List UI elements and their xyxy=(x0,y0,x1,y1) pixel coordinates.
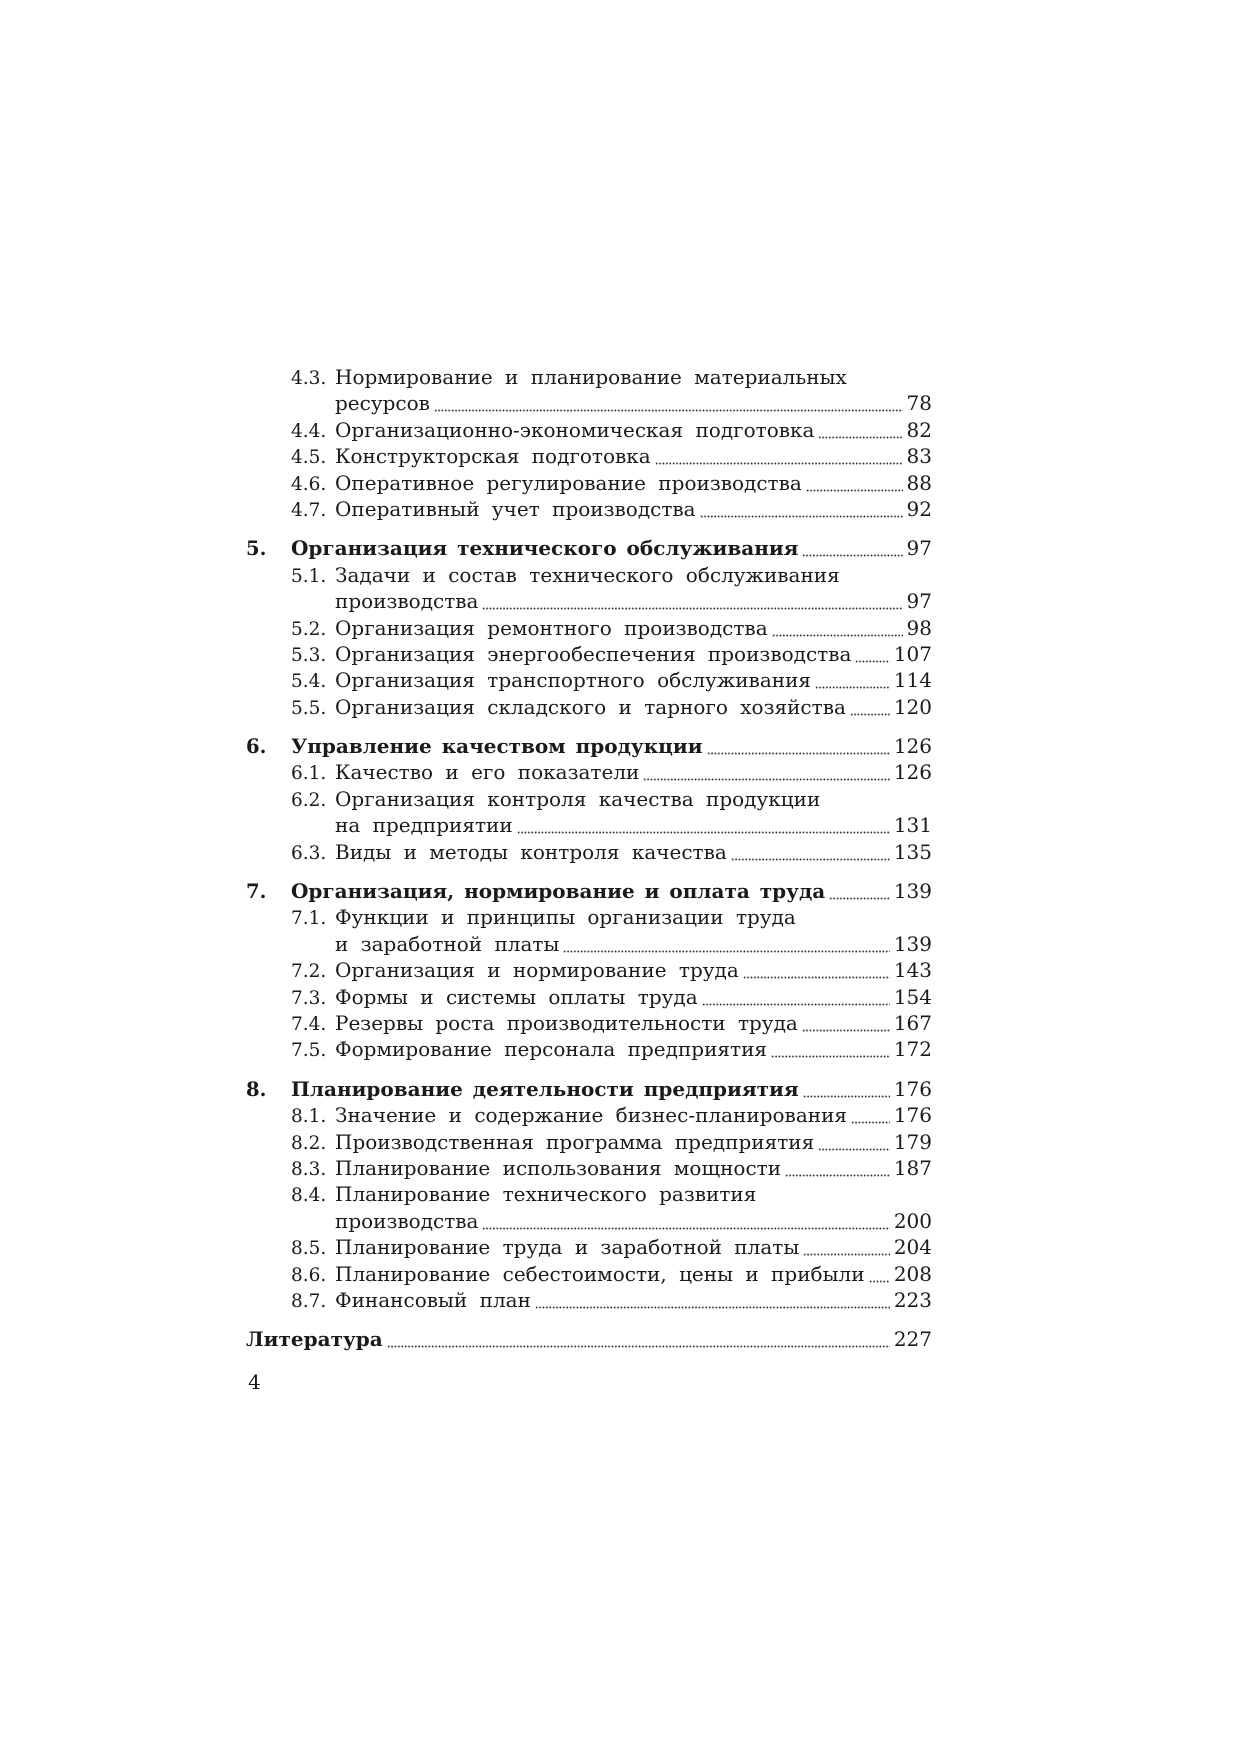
dot-leader xyxy=(707,733,890,759)
dot-leader xyxy=(387,1326,890,1352)
chapter-title: Управление качеством продукции xyxy=(291,734,703,759)
page-ref: 167 xyxy=(893,1010,932,1035)
section-number: 8.2. xyxy=(291,1132,327,1154)
dot-leader xyxy=(806,470,903,496)
page-ref: 98 xyxy=(906,615,932,640)
section-title: Организация складского и тарного хозяйства xyxy=(335,694,846,719)
page-ref: 227 xyxy=(893,1327,932,1352)
toc-literature xyxy=(246,1326,932,1352)
chapter-title: Организация, нормирование и оплата труда xyxy=(291,879,826,904)
section-number: 7.2. xyxy=(291,961,327,983)
section-title: Организация транспортного обслуживания xyxy=(335,668,812,693)
table-of-contents xyxy=(246,364,932,1353)
page-ref: 204 xyxy=(893,1235,932,1260)
page-ref: 176 xyxy=(893,1103,932,1128)
section-number: 8.4. xyxy=(291,1185,327,1207)
dot-leader xyxy=(517,812,890,838)
section-number: 7.4. xyxy=(291,1013,327,1035)
dot-leader xyxy=(772,615,903,641)
chapter-title: Планирование деятельности предприятия xyxy=(291,1076,799,1101)
dot-leader xyxy=(818,417,902,443)
section-title: Оперативное регулирование производства xyxy=(335,470,802,495)
toc-entry-8-1 xyxy=(246,1102,932,1128)
page-ref: 179 xyxy=(893,1129,932,1154)
dot-leader xyxy=(869,1261,890,1287)
page-ref: 92 xyxy=(906,496,932,521)
dot-leader xyxy=(851,1102,890,1128)
toc-entry-5-5 xyxy=(246,694,932,720)
section-number: 5.2. xyxy=(291,618,327,640)
section-number: 6.1. xyxy=(291,763,327,785)
toc-entry-4-3 xyxy=(246,364,932,390)
toc-entry-7-2 xyxy=(246,957,932,983)
section-number: 8.7. xyxy=(291,1290,327,1312)
toc-entry-5-1-continued xyxy=(246,588,932,614)
section-title: Организация и нормирование труда xyxy=(335,958,739,983)
dot-leader xyxy=(482,588,902,614)
toc-entry-5-2 xyxy=(246,615,932,641)
section-number: 4.6. xyxy=(291,473,327,495)
toc-entry-8-3 xyxy=(246,1155,932,1181)
section-title: Планирование себестоимости, цены и прибыли xyxy=(335,1261,865,1286)
toc-entry-8-4 xyxy=(246,1181,932,1207)
page-ref: 172 xyxy=(893,1037,932,1062)
page-ref: 120 xyxy=(893,694,932,719)
toc-entry-6-2 xyxy=(246,786,932,812)
page-ref: 78 xyxy=(906,391,932,416)
section-title: Задачи и состав технического обслуживания xyxy=(335,562,840,587)
dot-leader xyxy=(535,1287,890,1313)
section-title: Финансовый план xyxy=(335,1287,531,1312)
section-number: 4.3. xyxy=(291,368,327,389)
section-number: 4.4. xyxy=(291,420,327,442)
page-ref: 223 xyxy=(893,1287,932,1312)
toc-entry-8-2 xyxy=(246,1129,932,1155)
section-number: 6.2. xyxy=(291,789,327,811)
page-ref: 143 xyxy=(893,958,932,983)
section-number: 7.1. xyxy=(291,908,327,930)
dot-leader xyxy=(643,759,889,785)
section-number: 7.5. xyxy=(291,1040,327,1062)
section-number: 5.1. xyxy=(291,565,327,587)
toc-entry-6-2-continued xyxy=(246,812,932,838)
literature-title: Литература xyxy=(246,1327,383,1352)
dot-leader xyxy=(818,1129,890,1155)
page-ref: 126 xyxy=(893,734,932,759)
page-ref: 88 xyxy=(906,470,932,495)
section-title: Организация контроля качества продукции xyxy=(335,786,821,811)
chapter-number: 6. xyxy=(246,735,267,759)
dot-leader xyxy=(771,1036,890,1062)
dot-leader xyxy=(850,694,890,720)
section-title: Функции и принципы организации труда xyxy=(335,905,796,930)
chapter-number: 8. xyxy=(246,1077,267,1101)
page-ref: 139 xyxy=(893,931,932,956)
toc-entry-7-1 xyxy=(246,904,932,930)
section-number: 8.3. xyxy=(291,1158,327,1180)
section-number: 8.6. xyxy=(291,1264,327,1286)
section-title-continued: на предприятии xyxy=(335,813,513,838)
page-ref: 131 xyxy=(893,813,932,838)
dot-leader xyxy=(802,535,902,561)
toc-chapter-6 xyxy=(246,733,932,759)
page-ref: 176 xyxy=(893,1076,932,1101)
section-number: 4.7. xyxy=(291,499,327,521)
toc-entry-7-5 xyxy=(246,1036,932,1062)
section-title: Резервы роста производительности труда xyxy=(335,1010,798,1035)
dot-leader xyxy=(563,931,889,957)
toc-entry-4-6 xyxy=(246,470,932,496)
page-ref: 97 xyxy=(906,589,932,614)
section-number: 5.3. xyxy=(291,644,327,666)
chapter-number: 5. xyxy=(246,537,267,561)
dot-leader xyxy=(785,1155,890,1181)
section-title: Формы и системы оплаты труда xyxy=(335,984,698,1009)
toc-entry-4-7 xyxy=(246,496,932,522)
section-title-continued: производства xyxy=(335,589,479,614)
section-title: Конструкторская подготовка xyxy=(335,444,651,469)
toc-entry-5-4 xyxy=(246,667,932,693)
section-title: Качество и его показатели xyxy=(335,760,640,785)
page-ref: 200 xyxy=(893,1208,932,1233)
chapter-title: Организация технического обслуживания xyxy=(291,536,799,561)
toc-entry-5-1 xyxy=(246,562,932,588)
dot-leader xyxy=(855,641,889,667)
toc-entry-4-4 xyxy=(246,417,932,443)
dot-leader xyxy=(829,878,890,904)
section-title: Значение и содержание бизнес-планирования xyxy=(335,1103,848,1128)
page-ref: 126 xyxy=(893,760,932,785)
dot-leader xyxy=(731,839,890,865)
toc-entry-8-6 xyxy=(246,1261,932,1287)
chapter-number: 7. xyxy=(246,880,267,904)
section-number: 6.3. xyxy=(291,842,327,864)
toc-chapter-5 xyxy=(246,535,932,561)
section-title: Виды и методы контроля качества xyxy=(335,839,727,864)
dot-leader xyxy=(482,1208,889,1234)
page-ref: 82 xyxy=(906,417,932,442)
section-title: Планирование использования мощности xyxy=(335,1155,782,1180)
page-ref: 107 xyxy=(893,641,932,666)
section-title: Планирование труда и заработной платы xyxy=(335,1235,800,1260)
section-number: 8.5. xyxy=(291,1238,327,1260)
page-ref: 139 xyxy=(893,879,932,904)
page-ref: 135 xyxy=(893,839,932,864)
section-title: Оперативный учет производства xyxy=(335,496,696,521)
page-ref: 97 xyxy=(906,536,932,561)
section-number: 5.5. xyxy=(291,697,327,719)
dot-leader xyxy=(815,667,890,693)
toc-entry-5-3 xyxy=(246,641,932,667)
section-title: Нормирование и планирование материальных xyxy=(335,365,847,389)
section-title: Организация ремонтного производства xyxy=(335,615,768,640)
section-title: Планирование технического развития xyxy=(335,1182,757,1207)
page-ref: 114 xyxy=(893,668,932,693)
page-ref: 208 xyxy=(893,1261,932,1286)
dot-leader xyxy=(702,984,890,1010)
toc-entry-4-3-continued xyxy=(246,390,932,416)
section-title: Формирование персонала предприятия xyxy=(335,1037,768,1062)
page-ref: 154 xyxy=(893,984,932,1009)
toc-entry-8-5 xyxy=(246,1234,932,1260)
section-title-continued: производства xyxy=(335,1208,479,1233)
toc-entry-4-5 xyxy=(246,443,932,469)
page-ref: 83 xyxy=(906,444,932,469)
section-number: 8.1. xyxy=(291,1106,327,1128)
dot-leader xyxy=(700,496,903,522)
dot-leader xyxy=(803,1076,890,1102)
dot-leader xyxy=(434,390,903,416)
toc-entry-6-3 xyxy=(246,839,932,865)
dot-leader xyxy=(803,1234,890,1260)
toc-entry-7-4 xyxy=(246,1010,932,1036)
toc-entry-8-4-continued xyxy=(246,1208,932,1234)
toc-chapter-8 xyxy=(246,1076,932,1102)
toc-entry-7-3 xyxy=(246,984,932,1010)
toc-entry-6-1 xyxy=(246,759,932,785)
section-title-continued: ресурсов xyxy=(335,391,430,416)
dot-leader xyxy=(743,957,890,983)
section-title: Организация энергообеспечения производства xyxy=(335,641,852,666)
toc-chapter-7 xyxy=(246,878,932,904)
toc-entry-8-7 xyxy=(246,1287,932,1313)
section-number: 7.3. xyxy=(291,987,327,1009)
section-title: Производственная программа предприятия xyxy=(335,1129,815,1154)
section-number: 5.4. xyxy=(291,671,327,693)
section-title-continued: и заработной платы xyxy=(335,931,560,956)
page-number: 4 xyxy=(248,1370,261,1394)
toc-entry-7-1-continued xyxy=(246,931,932,957)
section-title: Организационно-экономическая подготовка xyxy=(335,417,815,442)
dot-leader xyxy=(655,443,903,469)
page-ref: 187 xyxy=(893,1155,932,1180)
section-number: 4.5. xyxy=(291,447,327,469)
dot-leader xyxy=(802,1010,890,1036)
